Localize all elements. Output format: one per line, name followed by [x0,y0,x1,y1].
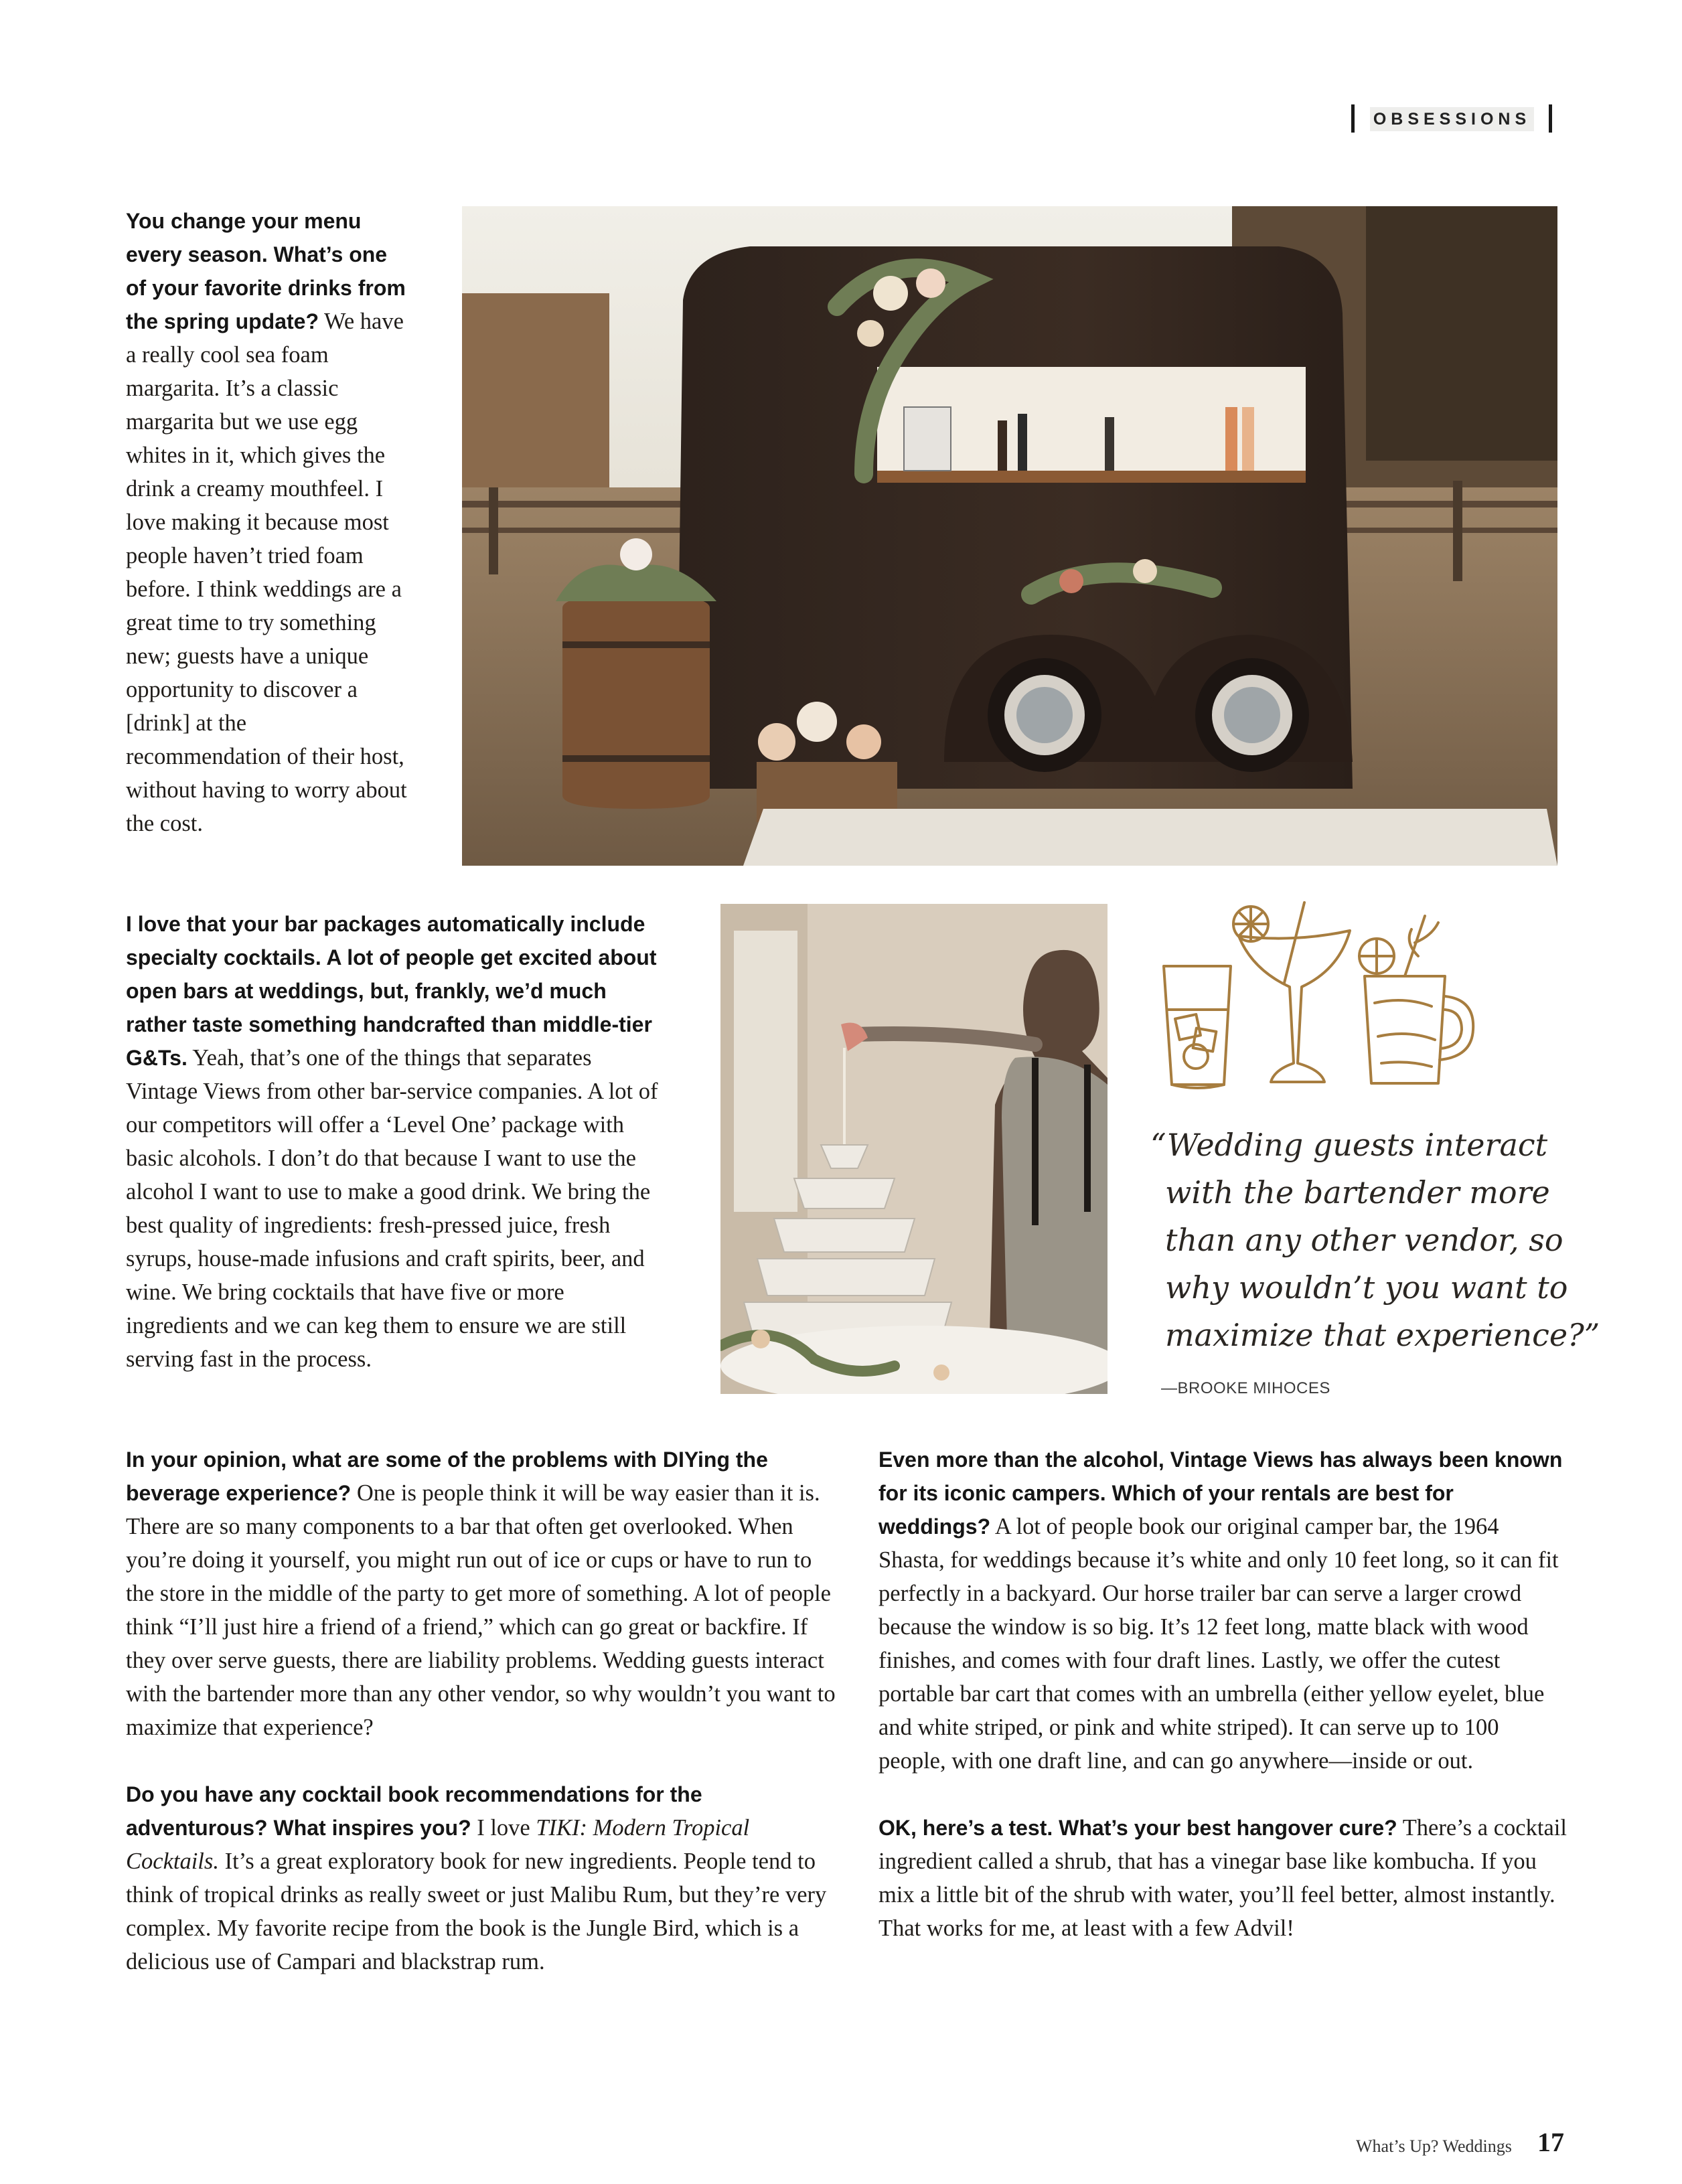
cocktail-illustration [1150,896,1499,1097]
answer-text: One is people think it will be way easier than it is. There are so many components to a bar that often get overlooked. When you’re doing it yourself, you might run out of ice or cups or have to run to the store in the middle of the party to get more of something. A lot of people think “I’ll just hire a friend of a friend,” which can go great or backfire. If they over serve guests, there are liability problems. Wedding guests interact with the bartender more than any other vendor, so why wouldn’t you want to maximize that experience? [126,1480,836,1740]
bottom-right-column [878,1443,1568,1945]
answer-text: There’s a cocktail ingredient called a shrub, that has a vinegar base like kombucha. If you mix a little bit of the shrub with water, you’ll feel better, almost instantly. That works for me, at least with a few Advil! [878,1815,1567,1941]
question-text: Even more than the alcohol, Vintage Views has always been known for its iconic campers. Which of your rentals are best for weddings? [878,1448,1563,1539]
answer-text: It’s a great exploratory book for new ingredients. People tend to think of tropical drinks as really sweet or just Malibu Rum, but they’re very complex. My favorite recipe from the book is the Jungle Bird, which is a delicious use of Campari and blackstrap rum. [126,1849,827,1974]
question-text: I love that your bar packages automatically include specialty cocktails. A lot of people get excited about open bars at weddings, but, frankly, we’d much rather taste something handcrafted than middle-tier G&Ts. [126,912,657,1070]
answer-text: We have a really cool sea foam margarita. It’s a classic margarita but we use egg whites in it, which gives the drink a creamy mouthfeel. I love making it because most people haven’t tried foam before. I think weddings are a great time to try something new; guests have a unique opportunity to discover a [drink] at the recommendation of their host, without having to worry about the cost. [126,309,407,836]
question-text: You change your menu every season. What’s one of your favorite drinks from the spring update? [126,209,406,333]
question-text: OK, here’s a test. What’s your best hangover cure? [878,1816,1397,1840]
question-text: Do you have any cocktail book recommendations for the adventurous? What inspires you? [126,1782,702,1840]
header-rule-right [1549,104,1552,133]
book-title: TIKI: Modern Tropical Cocktails. [126,1815,750,1874]
answer-text: Yeah, that’s one of the things that separates Vintage Views from other bar-service companies. A lot of our competitors will offer a ‘Level One’ package with basic alcohols. I don’t do that because I want to use the alcohol I want to use to make a good drink. We bring the best quality of ingredients: fresh-pressed juice, fresh syrups, house-made infusions and craft spirits, beer, and wine. We bring cocktails that have five or more ingredients and we can keg them to ensure we are still serving fast in the process. [126,1045,658,1372]
champagne-tower-photo [720,904,1107,1394]
header-rule-left [1351,104,1355,133]
bottom-left-column [126,1443,839,1978]
pull-quote [1150,1121,1600,1359]
bar-packages-qa [126,907,662,1376]
pull-quote-line: with the bartender more [1165,1174,1550,1211]
answer-text: A lot of people book our original camper bar, the 1964 Shasta, for weddings because it’s white and only 10 feet long, so it can fit perfectly in a backyard. Our horse trailer bar can serve a larger crowd because the window is so big. It’s 12 feet long, matte black with wood finishes, and comes with four draft lines. Lastly, we offer the cutest portable bar cart that comes with an umbrella (either yellow eyelet, blue and white striped, or pink and white striped). It can serve up to 100 people, with one draft line, and can go anywhere—inside or out. [878,1514,1559,1774]
pull-quote-line: why wouldn’t you want to [1165,1269,1568,1306]
pull-quote-line: than any other vendor, so [1165,1222,1563,1258]
intro-qa [126,204,407,840]
answer-text: I love [477,1815,530,1841]
question-text: In your opinion, what are some of the problems with DIYing the beverage experience? [126,1448,768,1505]
pull-quote-attribution: —BROOKE MIHOCES [1161,1379,1330,1397]
pull-quote-line: maximize that experience?” [1165,1317,1600,1353]
pull-quote-line: “Wedding guests interact [1150,1127,1548,1163]
page-number: 17 [1537,2127,1564,2157]
footer-publication: What’s Up? Weddings [1356,2136,1512,2156]
section-tag: OBSESSIONS [1370,107,1534,131]
horse-trailer-photo [462,206,1557,866]
